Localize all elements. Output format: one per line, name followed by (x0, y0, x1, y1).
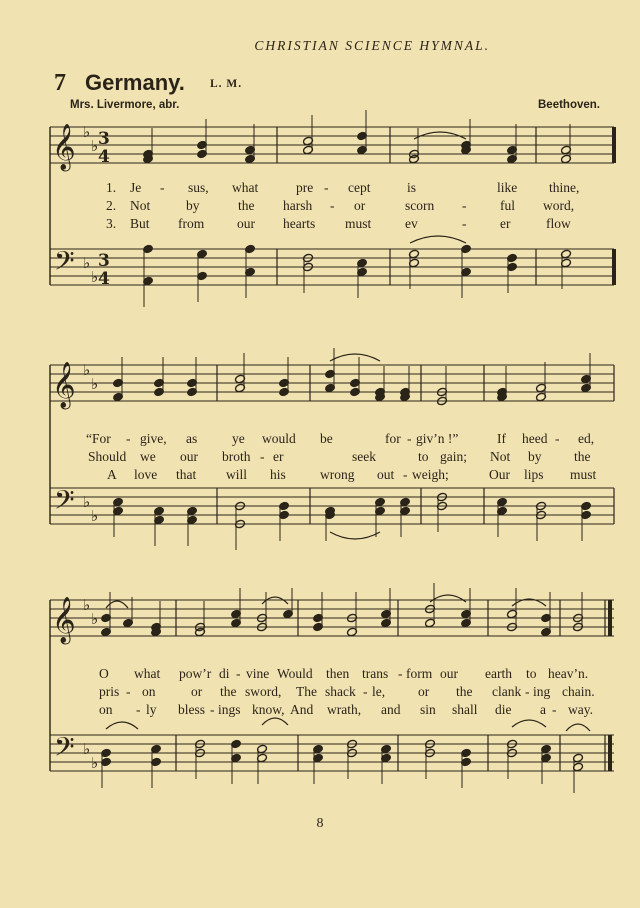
lyric-syllable: our (180, 449, 198, 464)
lyric-syllable: as (186, 431, 198, 446)
flat-icon: ♭ (83, 596, 91, 614)
lyric-syllable: the (220, 684, 237, 699)
lyric-syllable: vine (246, 666, 270, 681)
lyric-syllable: ly (146, 702, 157, 717)
lyric-syllable: sin (420, 702, 436, 717)
lyric-syllable: to (418, 449, 429, 464)
lyric-syllable: for (385, 431, 401, 446)
lyric-syllable: - (260, 449, 265, 464)
lyric-syllable: on (99, 702, 113, 717)
lyric-syllable: form (406, 666, 433, 681)
slur (106, 722, 138, 729)
lyric-syllable: But (130, 216, 150, 231)
lyric-syllable: A (107, 467, 117, 482)
lyric-syllable: ful (500, 198, 515, 213)
page-number: 8 (316, 816, 324, 831)
lyric-syllable: out (377, 467, 395, 482)
lyric-syllable: then (326, 666, 350, 681)
lyric-syllable: - (330, 198, 335, 213)
verse-number: 1. (106, 180, 117, 195)
lyric-syllable: gain; (440, 449, 467, 464)
lyric-syllable: - (407, 431, 412, 446)
time-signature: 3 (98, 251, 110, 271)
lyric-syllable: the (574, 449, 591, 464)
lyric-syllable: - (555, 431, 560, 446)
lyric-syllable: give, (140, 431, 167, 446)
lyric-syllable: pow’r (179, 666, 212, 681)
lyric-syllable: way. (568, 702, 593, 717)
lyric-syllable: what (232, 180, 259, 195)
flat-icon: ♭ (91, 137, 99, 155)
lyric-syllable: - (210, 702, 215, 717)
slur (262, 718, 288, 725)
bass-clef-icon: 𝄢 (54, 245, 75, 283)
lyric-syllable: or (354, 198, 366, 213)
lyric-syllable: must (345, 216, 372, 231)
flat-icon: ♭ (91, 754, 99, 772)
lyric-syllable: - (324, 180, 329, 195)
lyric-syllable: ing (533, 684, 551, 699)
lyric-syllable: will (226, 467, 248, 482)
lyric-syllable: sus, (188, 180, 209, 195)
verse-number: 2. (106, 198, 117, 213)
lyric-syllable: Would (277, 666, 313, 681)
bass-clef-icon: 𝄢 (54, 731, 75, 769)
slur (566, 724, 590, 731)
verse-number: 3. (106, 216, 117, 231)
lyric-syllable: - (363, 684, 368, 699)
lyric-syllable: broth (222, 449, 251, 464)
lyric-syllable: a (540, 702, 546, 717)
lyric-syllable: Our (489, 467, 510, 482)
time-signature: 3 (98, 129, 110, 149)
lyric-syllable: or (418, 684, 430, 699)
lyric-syllable: our (237, 216, 255, 231)
lyric-syllable: die (495, 702, 512, 717)
lyric-syllable: word, (543, 198, 575, 213)
lyric-syllable: - (398, 666, 403, 681)
lyric-syllable: is (407, 180, 417, 195)
lyric-syllable: O (99, 666, 109, 681)
lyric-syllable: be (320, 431, 333, 446)
lyric-syllable: If (497, 431, 506, 446)
lyric-syllable: ev (405, 216, 418, 231)
lyric-syllable: scorn (405, 198, 435, 213)
lyric-syllable: - (136, 702, 141, 717)
lyric-syllable: his (270, 467, 286, 482)
lyric-syllable: “For (86, 431, 111, 446)
lyric-syllable: lips (524, 467, 544, 482)
lyric-syllable: flow (546, 216, 571, 231)
lyric-syllable: by (186, 198, 200, 213)
lyric-syllable: di (219, 666, 230, 681)
lyric-syllable: that (176, 467, 197, 482)
lyric-syllable: heav’n. (548, 666, 589, 681)
meter-label: L. M. (210, 78, 243, 90)
slur (106, 601, 128, 608)
lyric-syllable: - (462, 216, 467, 231)
lyric-syllable: - (525, 684, 530, 699)
lyric-syllable: ye (232, 431, 245, 446)
flat-icon: ♭ (83, 254, 91, 272)
lyric-syllable: thine, (549, 180, 580, 195)
lyric-syllable: we (140, 449, 156, 464)
lyric-syllable: And (290, 702, 314, 717)
lyric-syllable: wrong (320, 467, 355, 482)
slur (330, 532, 380, 539)
lyric-syllable: shack (325, 684, 356, 699)
flat-icon: ♭ (91, 268, 99, 286)
lyric-syllable: Not (490, 449, 511, 464)
lyric-syllable: hearts (283, 216, 316, 231)
lyric-syllable: er (500, 216, 511, 231)
lyric-syllable: trans (362, 666, 389, 681)
slur (430, 595, 466, 602)
slur (410, 236, 466, 243)
lyric-syllable: pre (296, 180, 314, 195)
lyric-syllable: must (570, 467, 597, 482)
bass-clef-icon: 𝄢 (54, 484, 75, 522)
lyric-syllable: The (296, 684, 317, 699)
flat-icon: ♭ (83, 493, 91, 511)
slur (330, 354, 380, 361)
lyric-syllable: earth (485, 666, 512, 681)
lyric-syllable: to (526, 666, 537, 681)
time-signature: 4 (98, 269, 110, 289)
hymn-number: 7 (54, 70, 66, 96)
lyric-syllable: our (440, 666, 458, 681)
lyric-syllable: chain. (562, 684, 595, 699)
lyric-syllable: and (381, 702, 401, 717)
lyric-syllable: know, (252, 702, 285, 717)
lyric-syllable: like (497, 180, 518, 195)
lyric-syllable: harsh (283, 198, 313, 213)
lyric-syllable: ings (218, 702, 241, 717)
lyric-syllable: seek (352, 449, 376, 464)
lyric-syllable: pris (99, 684, 120, 699)
lyric-syllable: shall (452, 702, 478, 717)
lyric-syllable: from (178, 216, 205, 231)
treble-clef-icon: 𝄞 (52, 124, 76, 170)
lyric-syllable: - (126, 684, 131, 699)
lyric-syllable: on (142, 684, 156, 699)
lyric-syllable: or (191, 684, 203, 699)
flat-icon: ♭ (83, 123, 91, 141)
lyric-syllable: weigh; (412, 467, 449, 482)
lyric-syllable: ed, (578, 431, 595, 446)
lyric-syllable: the (238, 198, 255, 213)
flat-icon: ♭ (91, 507, 99, 525)
treble-clef-icon: 𝄞 (52, 597, 76, 643)
flat-icon: ♭ (91, 610, 99, 628)
lyric-syllable: love (134, 467, 158, 482)
time-signature: 4 (98, 147, 110, 167)
tune-name: Germany. (85, 70, 185, 95)
lyric-syllable: - (403, 467, 408, 482)
treble-clef-icon: 𝄞 (52, 362, 76, 408)
lyric-syllable: Should (88, 449, 127, 464)
lyric-syllable: the (456, 684, 473, 699)
lyric-syllable: Je (130, 180, 142, 195)
music-credit: Beethoven. (538, 99, 600, 111)
lyric-syllable: - (462, 198, 467, 213)
lyric-syllable: - (126, 431, 131, 446)
words-credit: Mrs. Livermore, abr. (70, 99, 180, 111)
flat-icon: ♭ (83, 361, 91, 379)
lyric-syllable: would (262, 431, 296, 446)
flat-icon: ♭ (91, 375, 99, 393)
lyric-syllable: clank (492, 684, 522, 699)
lyric-syllable: giv’n !” (416, 431, 459, 446)
book-title-header: CHRISTIAN SCIENCE HYMNAL. (254, 38, 490, 53)
lyric-syllable: by (528, 449, 542, 464)
lyric-syllable: bless (178, 702, 205, 717)
lyric-syllable: sword, (245, 684, 282, 699)
lyric-syllable: what (134, 666, 161, 681)
lyric-syllable: le, (372, 684, 386, 699)
lyric-syllable: - (160, 180, 165, 195)
lyric-syllable: - (236, 666, 241, 681)
lyric-syllable: wrath, (327, 702, 362, 717)
lyric-syllable: er (273, 449, 284, 464)
slur (512, 720, 546, 727)
lyric-syllable: heed (522, 431, 548, 446)
lyric-syllable: - (552, 702, 557, 717)
lyric-syllable: cept (348, 180, 371, 195)
lyric-syllable: Not (130, 198, 151, 213)
flat-icon: ♭ (83, 740, 91, 758)
